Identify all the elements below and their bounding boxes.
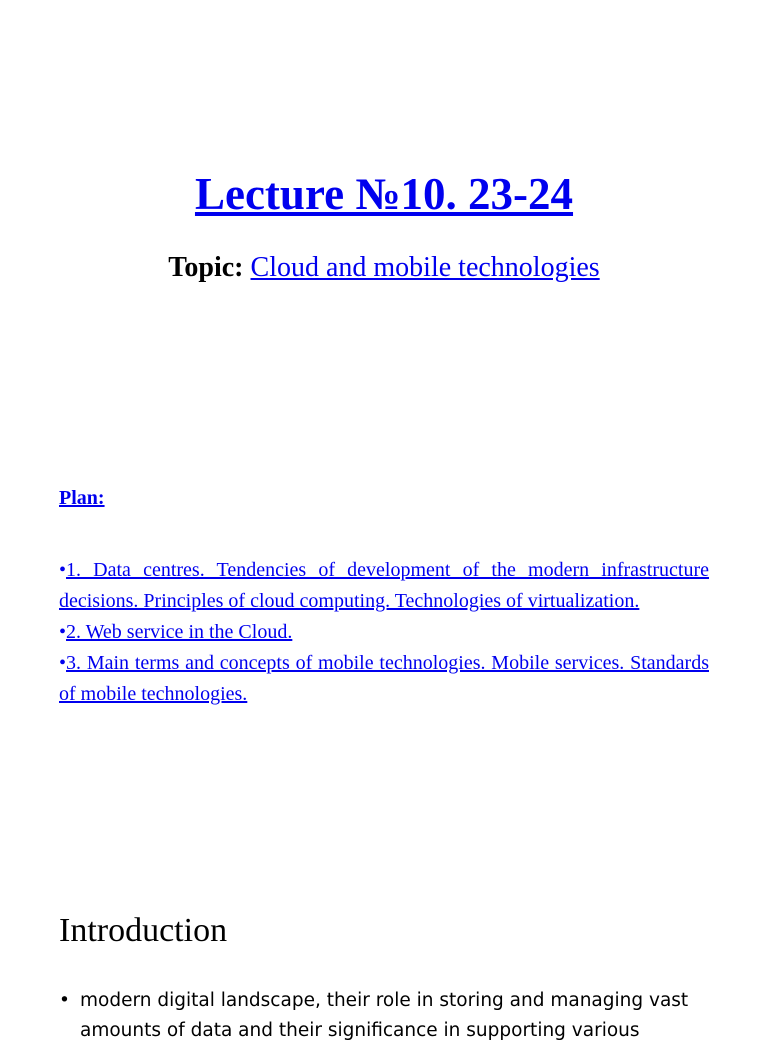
plan-item <box>59 555 709 617</box>
bullet-icon: • <box>59 621 67 643</box>
plan-heading-link[interactable]: Plan: <box>59 487 105 509</box>
plan-list <box>59 555 709 710</box>
plan-item <box>59 648 709 710</box>
bullet-icon: • <box>59 652 67 674</box>
bullet-icon: • <box>59 990 70 1011</box>
plan-item-link-2[interactable]: 2. Web service in the Cloud. <box>66 621 293 643</box>
introduction-item <box>59 986 719 1046</box>
introduction-item-text: modern digital landscape, their role in storing and managing vast amounts of data and their significance in supporting various <box>80 990 689 1041</box>
lecture-title-link[interactable]: Lecture №10. 23-24 <box>194 169 574 219</box>
plan-item <box>59 617 709 648</box>
plan-heading <box>59 484 105 512</box>
introduction-list <box>59 986 719 1046</box>
lecture-title <box>0 166 768 222</box>
introduction-heading: Introduction <box>59 912 228 949</box>
topic-line <box>0 250 768 286</box>
topic-label: Topic: <box>168 252 244 283</box>
topic-link[interactable]: Cloud and mobile technologies <box>250 252 600 283</box>
bullet-icon: • <box>59 559 67 581</box>
plan-item-link-1[interactable]: 1. Data centres. Tendencies of development of the modern infrastructure decisions. Principles of cloud computing. Technologies of virtualization. <box>59 559 709 612</box>
plan-item-link-3[interactable]: 3. Main terms and concepts of mobile technologies. Mobile services. Standards of mobile technologies. <box>59 652 709 705</box>
